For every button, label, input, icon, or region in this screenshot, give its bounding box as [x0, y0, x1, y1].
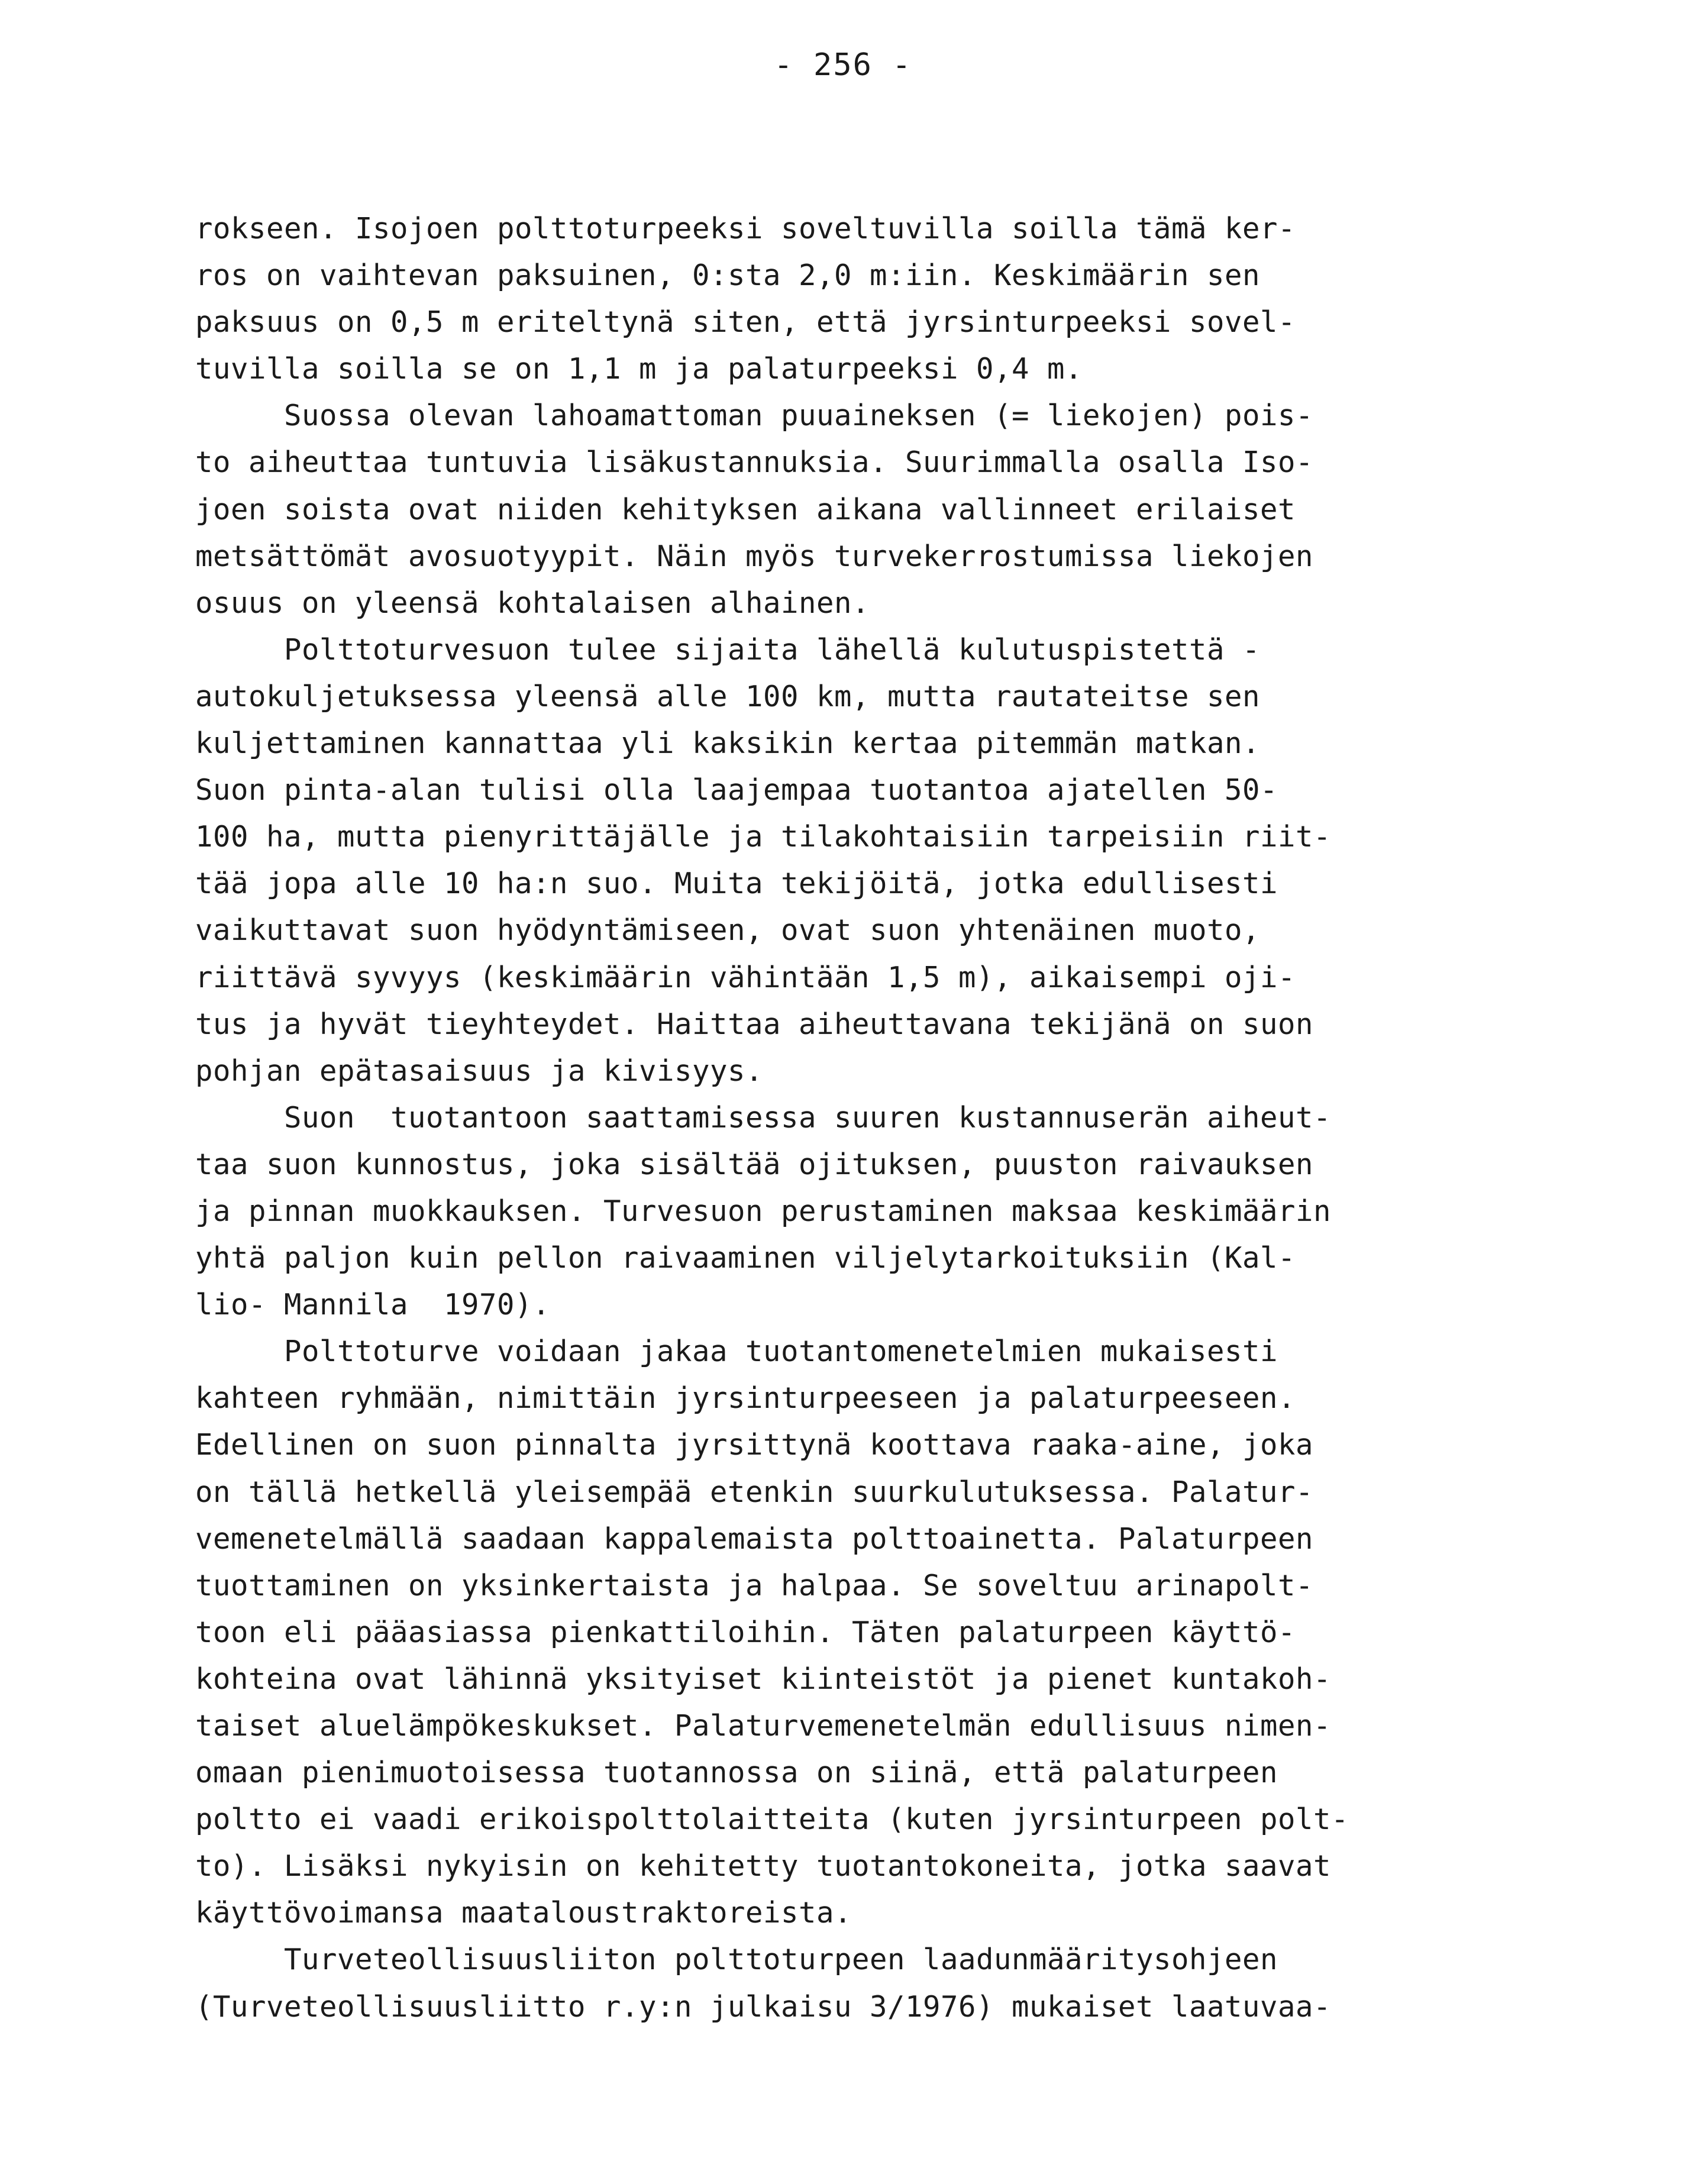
text-line: toon eli pääasiassa pienkattiloihin. Täten palaturpeen käyttö-: [195, 1615, 1296, 1649]
text-line: Turveteollisuusliiton polttoturpeen laadunmääritysohjeen: [195, 1943, 1278, 1977]
text-line: Polttoturvesuon tulee sijaita lähellä kulutuspistettä -: [195, 632, 1261, 667]
text-line: to). Lisäksi nykyisin on kehitetty tuotantokoneita, jotka saavat: [195, 1849, 1332, 1883]
text-line: on tällä hetkellä yleisempää etenkin suurkulutuksessa. Palatur-: [195, 1475, 1314, 1509]
text-line: pohjan epätasaisuus ja kivisyys.: [195, 1054, 764, 1088]
text-line: metsättömät avosuotyypit. Näin myös turvekerrostumissa liekojen: [195, 539, 1314, 573]
text-line: tuottaminen on yksinkertaista ja halpaa. Se soveltuu arinapolt-: [195, 1568, 1314, 1603]
text-line: taiset aluelämpökeskukset. Palaturvemenetelmän edullisuus nimen-: [195, 1709, 1332, 1743]
text-line: käyttövoimansa maataloustraktoreista.: [195, 1896, 852, 1930]
text-line: kohteina ovat lähinnä yksityiset kiinteistöt ja pienet kuntakoh-: [195, 1662, 1332, 1696]
text-line: Polttoturve voidaan jakaa tuotantomenetelmien mukaisesti: [195, 1335, 1278, 1369]
text-line: Suossa olevan lahoamattoman puuaineksen (= liekojen) pois-: [195, 399, 1314, 433]
text-line: Suon pinta-alan tulisi olla laajempaa tuotantoa ajatellen 50-: [195, 773, 1278, 807]
text-line: kuljettaminen kannattaa yli kaksikin kertaa pitemmän matkan.: [195, 726, 1261, 761]
text-line: poltto ei vaadi erikoispolttolaitteita (kuten jyrsinturpeen polt-: [195, 1802, 1349, 1837]
text-line: tää jopa alle 10 ha:n suo. Muita tekijöitä, jotka edullisesti: [195, 867, 1278, 901]
text-line: tuvilla soilla se on 1,1 m ja palaturpeeksi 0,4 m.: [195, 352, 1083, 386]
text-line: ros on vaihtevan paksuinen, 0:sta 2,0 m:iin. Keskimäärin sen: [195, 259, 1261, 293]
page-number: - 256 -: [774, 47, 912, 83]
body-text: [195, 205, 1520, 2030]
text-line: vaikuttavat suon hyödyntämiseen, ovat suon yhtenäinen muoto,: [195, 913, 1261, 948]
text-line: omaan pienimuotoisessa tuotannossa on siinä, että palaturpeen: [195, 1756, 1278, 1790]
text-line: Edellinen on suon pinnalta jyrsittynä koottava raaka-aine, joka: [195, 1428, 1314, 1462]
text-line: autokuljetuksessa yleensä alle 100 km, mutta rautateitse sen: [195, 679, 1261, 713]
text-line: rokseen. Isojoen polttoturpeeksi soveltuvilla soilla tämä ker-: [195, 212, 1296, 245]
text-line: taa suon kunnostus, joka sisältää ojituksen, puuston raivauksen: [195, 1147, 1314, 1181]
text-line: yhtä paljon kuin pellon raivaaminen viljelytarkoituksiin (Kal-: [195, 1241, 1296, 1275]
text-line: lio- Mannila 1970).: [195, 1288, 551, 1322]
text-line: joen soista ovat niiden kehityksen aikana vallinneet erilaiset: [195, 492, 1296, 526]
text-line: vemenetelmällä saadaan kappalemaista polttoainetta. Palaturpeen: [195, 1521, 1314, 1556]
text-line: Suon tuotantoon saattamisessa suuren kustannuserän aiheut-: [195, 1100, 1332, 1135]
text-line: kahteen ryhmään, nimittäin jyrsinturpeeseen ja palaturpeeseen.: [195, 1381, 1296, 1416]
text-line: to aiheuttaa tuntuvia lisäkustannuksia. Suurimmalla osalla Iso-: [195, 445, 1314, 480]
text-line: paksuus on 0,5 m eriteltynä siten, että jyrsinturpeeksi sovel-: [195, 305, 1296, 340]
text-line: ja pinnan muokkauksen. Turvesuon perustaminen maksaa keskimäärin: [195, 1194, 1332, 1228]
text-line: (Turveteollisuusliitto r.y:n julkaisu 3/1976) mukaiset laatuvaa-: [195, 1989, 1332, 2024]
text-line: osuus on yleensä kohtalaisen alhainen.: [195, 586, 870, 620]
text-line: 100 ha, mutta pienyrittäjälle ja tilakohtaisiin tarpeisiin riit-: [195, 820, 1332, 854]
text-line: tus ja hyvät tieyhteydet. Haittaa aiheuttavana tekijänä on suon: [195, 1007, 1314, 1041]
text-line: riittävä syvyys (keskimäärin vähintään 1,5 m), aikaisempi oji-: [195, 960, 1296, 994]
